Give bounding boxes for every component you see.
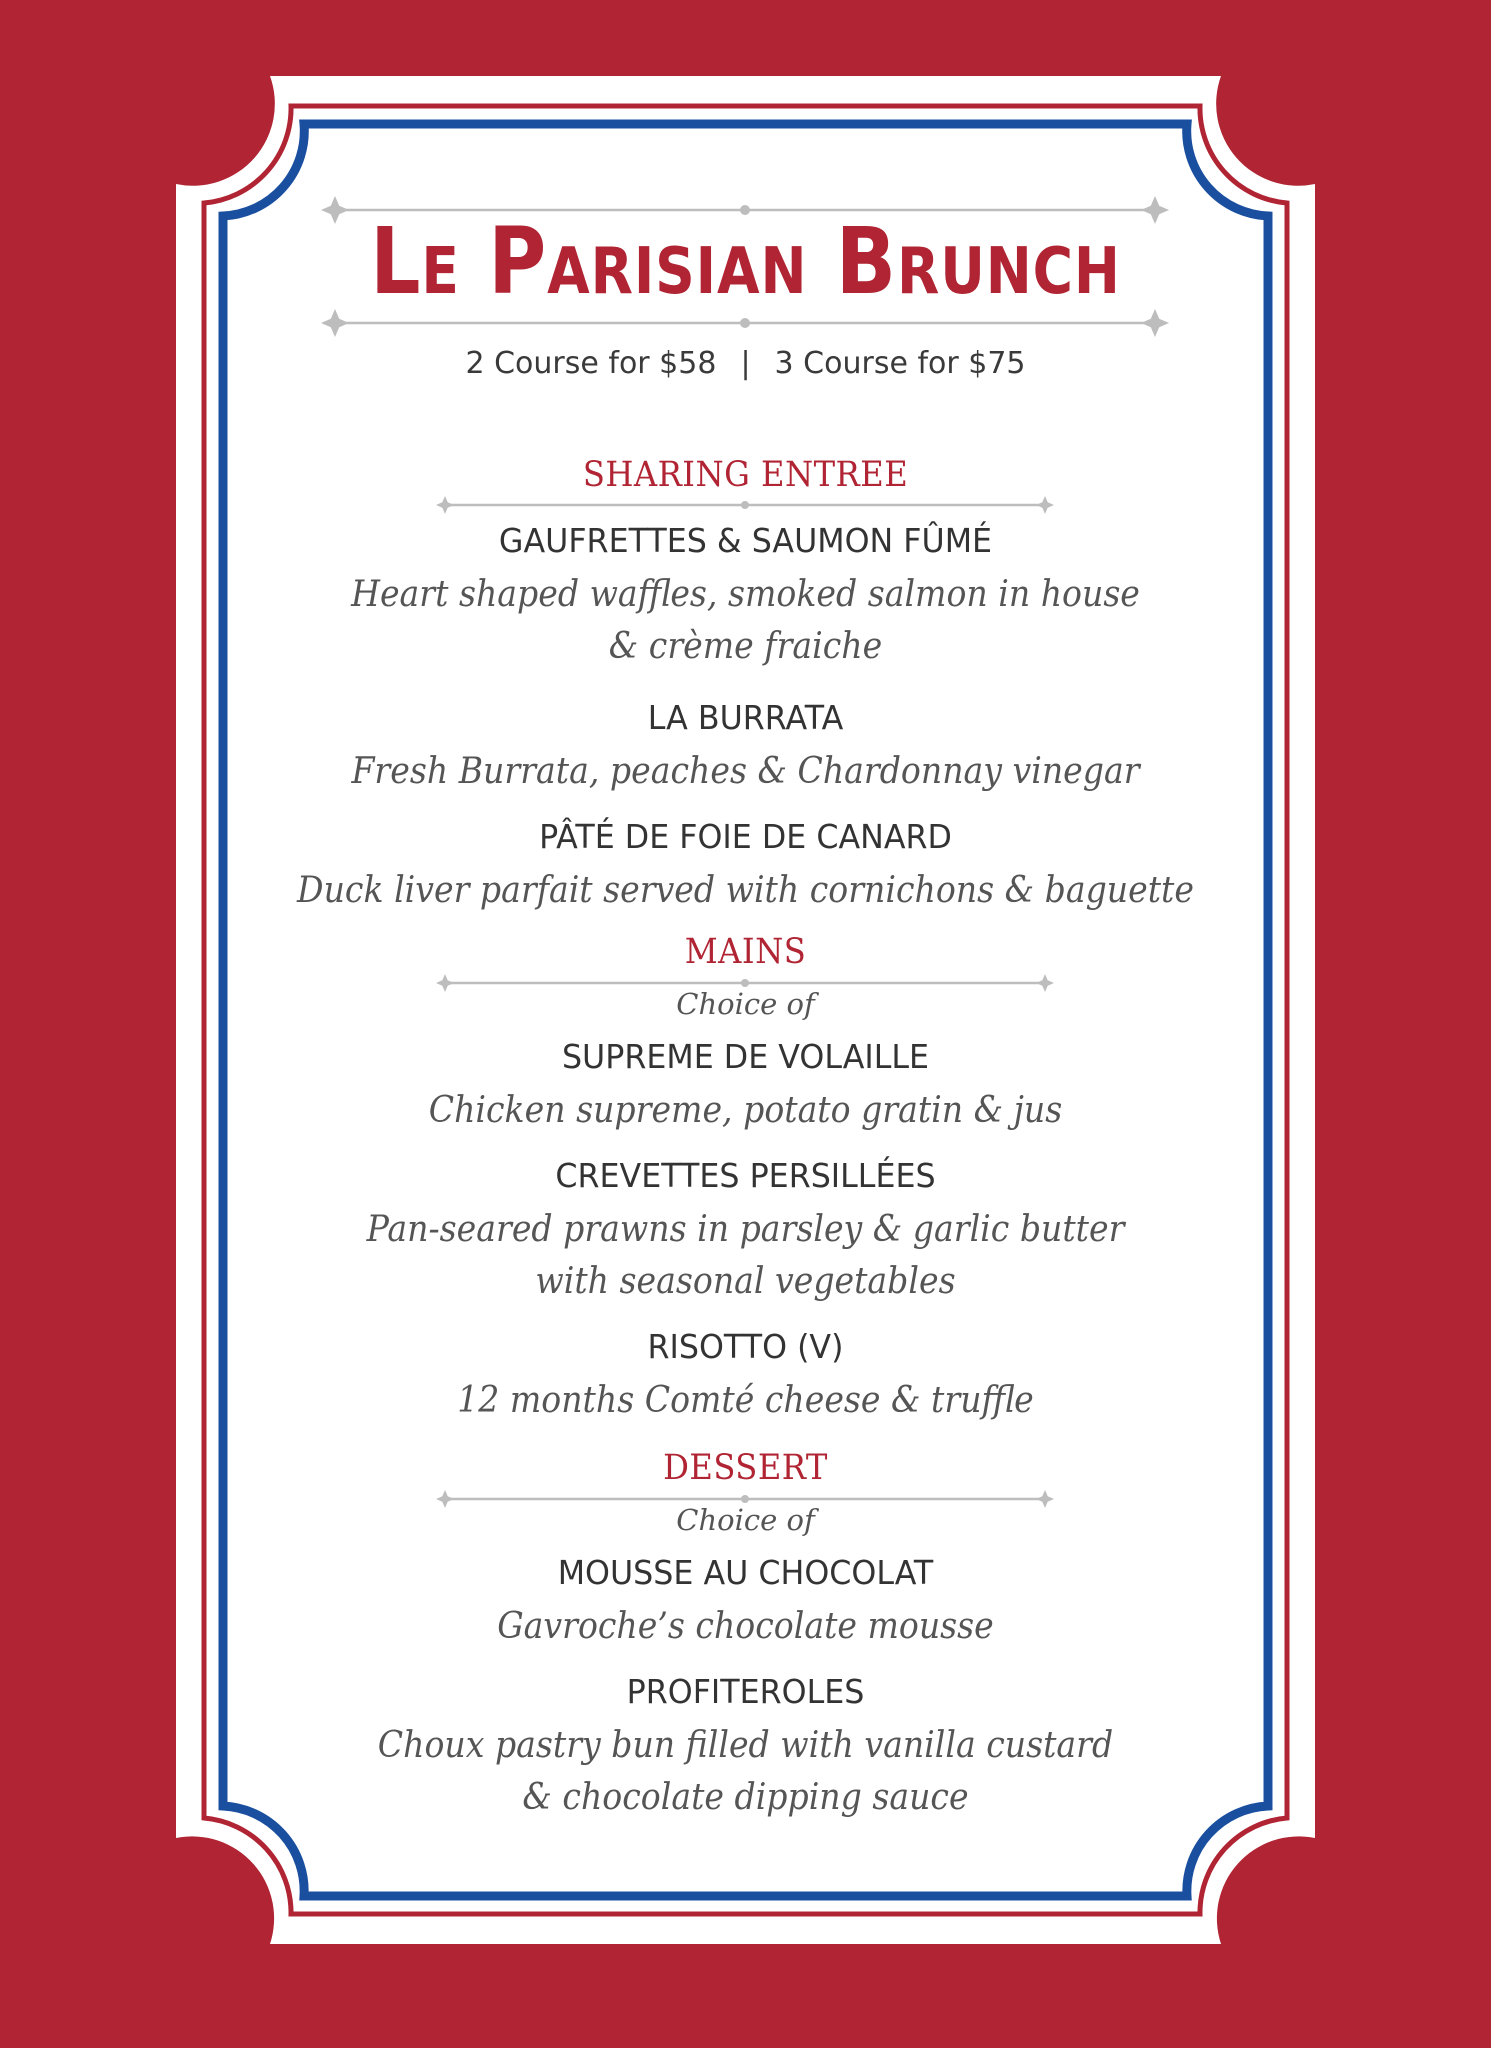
- dish-description: Chicken supreme, potato gratin & jus: [428, 1090, 1063, 1131]
- dish-name: SUPREME DE VOLAILLE: [561, 1037, 930, 1076]
- dish-name: GAUFRETTES & SAUMON FÛMÉ: [498, 521, 993, 560]
- dish-name: PROFITEROLES: [626, 1672, 865, 1711]
- dish-description: Fresh Burrata, peaches & Chardonnay vinegar: [351, 751, 1140, 792]
- dish-description: Gavroche’s chocolate mousse: [497, 1606, 994, 1647]
- dish-description: Pan-seared prawns in parsley & garlic butter with seasonal vegetables: [366, 1209, 1125, 1302]
- section-note-mains: Choice of: [676, 987, 815, 1021]
- dish-name: MOUSSE AU CHOCOLAT: [557, 1553, 934, 1592]
- price-separator: |: [740, 346, 751, 381]
- pricing-line: [240, 344, 1251, 384]
- dish-name: CREVETTES PERSILLÉES: [555, 1156, 936, 1195]
- dish-description: 12 months Comté cheese & truffle: [457, 1380, 1034, 1421]
- section-note-dessert: Choice of: [676, 1503, 815, 1537]
- menu-content: [240, 0, 1251, 2048]
- dish-description: Duck liver parfait served with cornichons & baguette: [297, 870, 1194, 911]
- menu-title: Le Parisian Brunch: [370, 208, 1121, 315]
- section-title-dessert: DESSERT: [663, 1448, 828, 1488]
- two-course-price: 2 Course for $58: [465, 346, 717, 381]
- dish-name: PÂTÉ DE FOIE DE CANARD: [539, 817, 952, 856]
- dish-name: LA BURRATA: [647, 698, 844, 737]
- section-title-sharing-entree: SHARING ENTREE: [582, 455, 909, 495]
- section-title-mains: MAINS: [684, 932, 807, 972]
- dish-description: Heart shaped waffles, smoked salmon in house & crème fraiche: [351, 574, 1140, 667]
- dish-description: Choux pastry bun filled with vanilla custard & chocolate dipping sauce: [377, 1725, 1114, 1818]
- dish-name: RISOTTO (V): [647, 1327, 844, 1366]
- three-course-price: 3 Course for $75: [774, 346, 1026, 381]
